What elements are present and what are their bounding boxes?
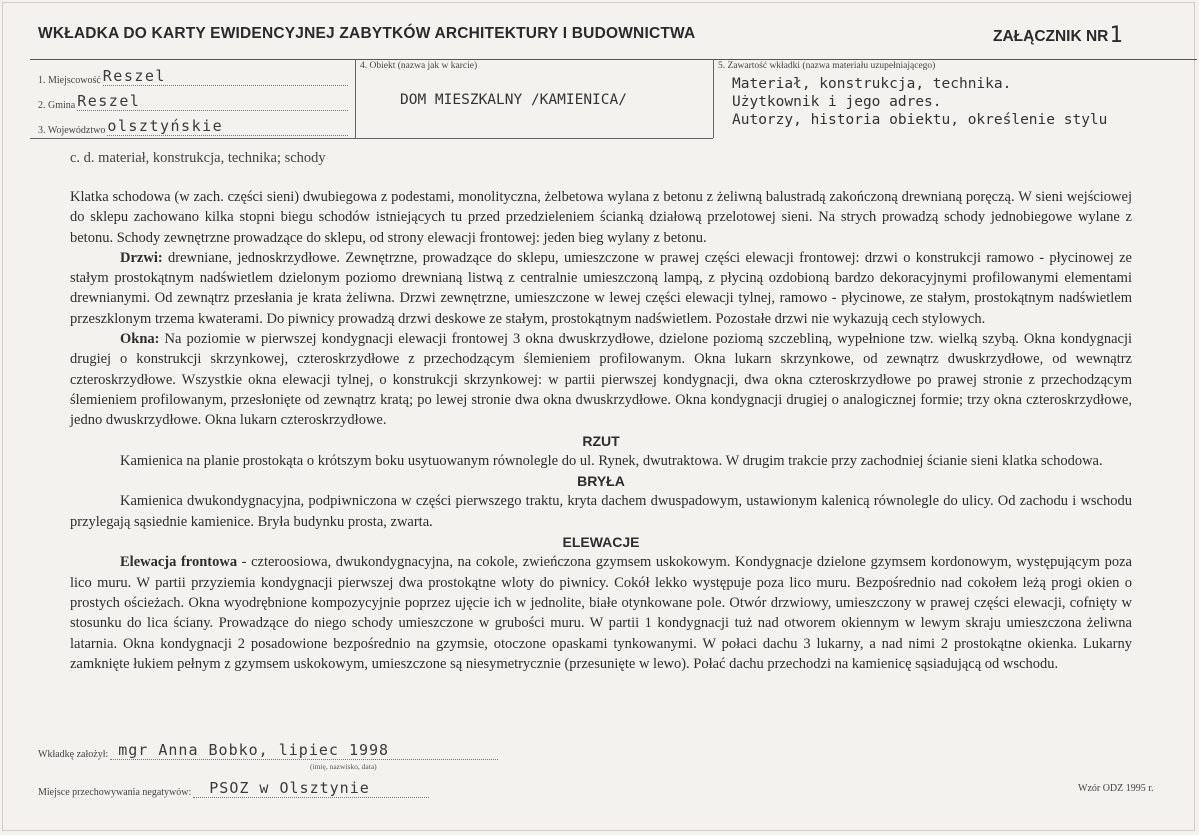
front-facade-paragraph [70, 552, 1132, 674]
annex-label: ZAŁĄCZNIK NR [993, 28, 1109, 45]
voivodeship-field [38, 116, 348, 136]
locality-label: 1. Miejscowość [38, 75, 101, 86]
contents-line: Materiał, konstrukcja, technika. [732, 76, 1012, 92]
storage-value: PSOZ w Olsztynie [193, 780, 429, 798]
author-label: Wkładkę założył: [38, 749, 109, 760]
voivodeship-value: olsztyńskie [107, 118, 348, 136]
commune-field [38, 91, 348, 111]
object-label: 4. Obiekt (nazwa jak w karcie) [360, 61, 478, 71]
commune-value: Reszel [77, 93, 348, 111]
form-code: Wzór ODZ 1995 r. [1078, 783, 1154, 794]
object-value: DOM MIESZKALNY /KAMIENICA/ [400, 92, 627, 108]
continuation-heading: c. d. materiał, konstrukcja, technika; schody [70, 150, 326, 166]
locality-value: Reszel [103, 68, 348, 86]
doors-lead: Drzwi: [120, 249, 163, 266]
box-divider [713, 59, 714, 138]
box-divider [355, 59, 356, 138]
author-caption: (imię, nazwisko, data) [310, 762, 377, 771]
mass-paragraph: Kamienica dwukondygnacyjna, podpiwniczona w części pierwszego traktu, kryta dachem dwuspadowym, ustawionym kalenicą równolegle do ulicy. Od zachodu i wschodu przylegają sąsiednie kamienice. Bryła budynku prosta, zwarta. [70, 493, 1132, 530]
box-bottom-rule [30, 138, 356, 139]
doors-text: drewniane, jednoskrzydłowe. Zewnętrzne, prowadzące do sklepu, umieszczone w prawej części elewacji frontowej: drzwi o konstrukcji ramowo - płycinowej ze stałym prostokątnym nadświetlem dzielonym poziomo drewnianą listwą z centralnie umieszczoną lampą, z płyciną ozdobioną bardzo dekoracyjnymi profilowanymi elementami drewnianymi. Od zewnątrz przesłania je krata żeliwna. Drzwi zewnętrzne, umieszczone w lewej części elewacji tylnej, ramowo - płycinowe, ze stałym, prostokątnym nadświetlem przeszklonym trzema kwaterami. Do piwnicy prowadzą drzwi deskowe ze stałym, prostokątnym nadświetlem. Pozostałe drzwi nie wykazują cech stylowych. [70, 249, 1132, 327]
contents-list [732, 75, 1107, 129]
plan-paragraph: Kamienica na planie prostokąta o krótszym boku usytuowanym równolegle do ul. Rynek, dwutraktowa. W drugim trakcie przy zachodniej ścianie sieni klatka schodowa. [120, 452, 1103, 469]
contents-line: Użytkownik i jego adres. [732, 94, 942, 110]
facades-heading: ELEWACJE [562, 534, 640, 551]
annex-number [993, 22, 1123, 47]
contents-line: Autorzy, historia obiektu, określenie stylu [732, 112, 1108, 128]
stairs-paragraph: Klatka schodowa (w zach. części sieni) dwubiegowa z podestami, monolityczna, żelbetowa wylana z betonu z żeliwną balustradą zakończoną drewnianą poręczą. W sieni wejściowej do sklepu zachowano kilka stopni biegu schodów istniejących tu przed przedzieleniem ścianką działową przelotowej sieni. Na strych prowadzą schody jednobiegowe wylane z betonu. Schody zewnętrzne prowadzące do sklepu, od strony elewacji frontowej: jeden bieg wylany z betonu. [70, 189, 1132, 246]
windows-paragraph [70, 329, 1132, 430]
plan-heading: RZUT [582, 432, 620, 449]
header-rule [30, 59, 1197, 60]
author-value: mgr Anna Bobko, lipiec 1998 [110, 742, 498, 760]
front-facade-text: - czteroosiowa, dwukondygnacyjna, na cokole, zwieńczona gzymsem uskokowym. Kondygnacje dzielone gzymsem kordonowym, występującym poza lico muru. W partii przyziemia kondygnacji pierwszej dwa prostokątne wloty do piwnicy. Cokół lekko występuje poza lico muru. Bezpośrednio nad cokołem leżą progi okien o prostych ościeżach. Okna wyodrębnione kompozycyjnie poprzez ujęcie ich w jednolite, białe otynkowane pole. Otwór drzwiowy, umieszczony w prawej części elewacji, cofnięty w stosunku do lica ściany. Prowadzące do niego schody umieszczone w grubości muru. W partii 1 kondygnacji tuż nad otworem okiennym w lewym skraju umieszczona żeliwna latarnia. Okna kondygnacji 2 posadowione bezpośrednio na gzymsie, otoczone opaskami tynkowanymi. W połaci dachu 3 lukarny, a nad nimi 2 prostokątne okienka. Lukarny zamknięte łukiem pełnym z gzymsem uskokowym, umieszczone są niesymetrycznie (przesunięte w lewo). Połać dachu przechodzi na kamienicę sąsiadującą od wschodu. [70, 554, 1132, 672]
storage-field [38, 780, 429, 798]
locality-field [38, 66, 348, 86]
commune-label: 2. Gmina [38, 100, 76, 111]
author-field [38, 742, 498, 760]
box-bottom-rule [355, 138, 713, 139]
voivodeship-label: 3. Województwo [38, 125, 106, 136]
front-facade-lead: Elewacja frontowa [120, 554, 238, 571]
document-body [70, 187, 1132, 674]
mass-heading: BRYŁA [577, 473, 625, 490]
storage-label: Miejsce przechowywania negatywów: [38, 787, 192, 798]
windows-text: Na poziomie w pierwszej kondygnacji elewacji frontowej 3 okna dwuskrzydłowe, dzielone poziomą szczebliną, wypełnione tzw. wielką szybą. Okna kondygnacji drugiej o konstrukcji skrzynkowej, czteroskrzydłowe z przechodzącym ślemieniem profilowanym. Okna lukarn skrzynkowe, od zewnątrz dwuskrzydłowe, od wewnątrz czteroskrzydłowe. Wszystkie okna elewacji tylnej, o konstrukcji skrzynkowej: w partii pierwszej kondygnacji, dwa okna czteroskrzydłowe po prawej stronie z przechodzącym ślemieniem profilowanym, przesłonięte od zewnątrz kratą; po lewej stronie dwa okna dwuskrzydłowe. Okna kondygnacji drugiej o analogicznej formie; trzy okna czteroskrzydłowe, jedno dwuskrzydłowe. Okna lukarn czteroskrzydłowe. [70, 331, 1132, 429]
windows-lead: Okna: [120, 331, 160, 348]
doors-paragraph [70, 248, 1132, 329]
annex-number-handwritten: 1 [1109, 23, 1123, 48]
contents-label: 5. Zawartość wkładki (nazwa materiału uzupełniającego) [718, 61, 936, 71]
document-title: WKŁADKA DO KARTY EWIDENCYJNEJ ZABYTKÓW ARCHITEKTURY I BUDOWNICTWA [38, 25, 696, 42]
